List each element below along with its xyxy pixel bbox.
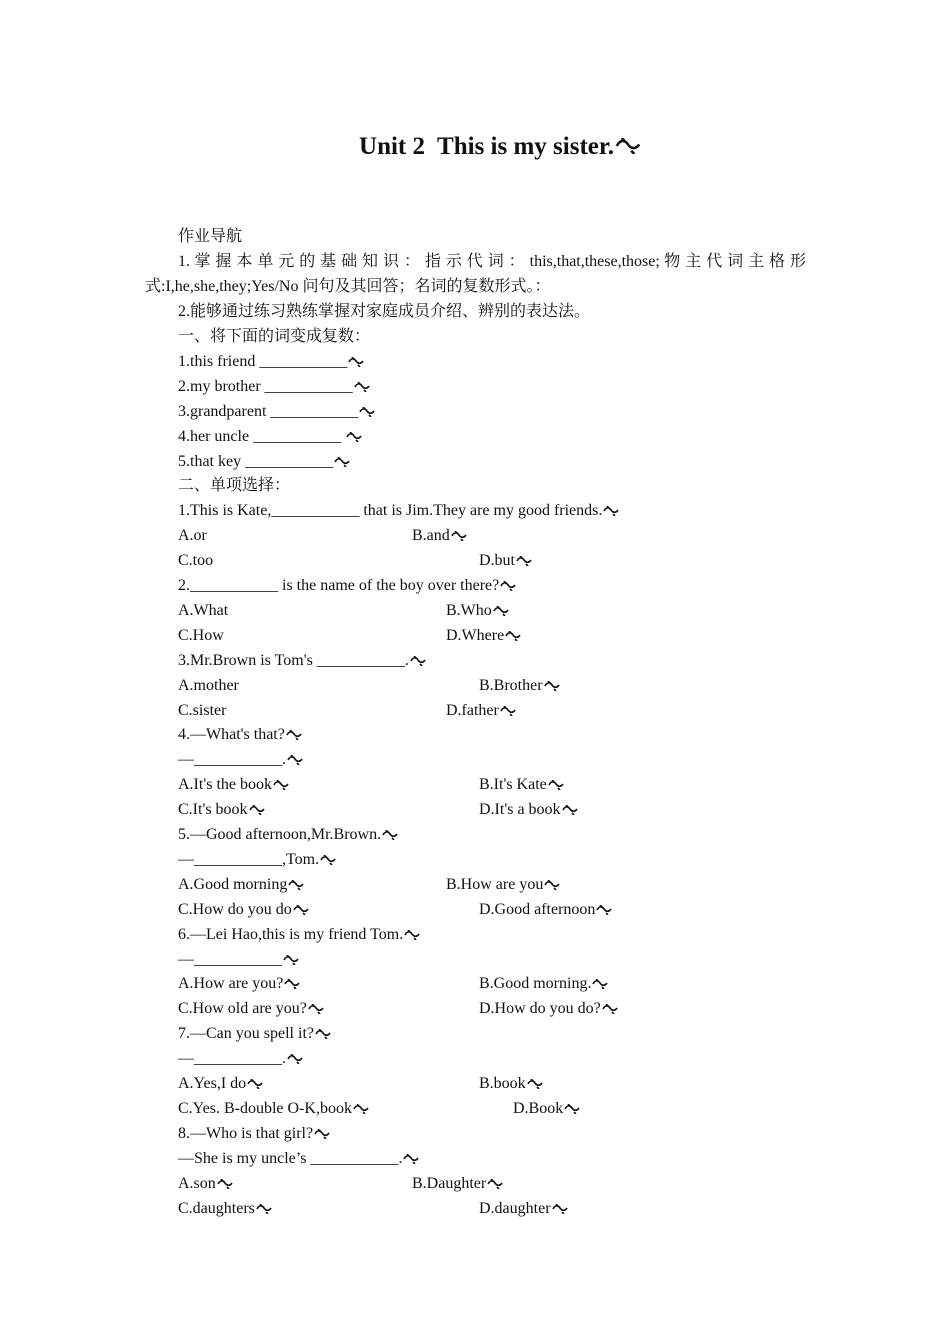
question-1-option-b	[412, 526, 467, 546]
question-4-option-a-text: A.It's the book	[178, 776, 272, 793]
question-7-option-c-text: C.Yes. B-double O-K,book	[178, 1100, 352, 1117]
question-7-option-c	[178, 1099, 369, 1119]
question-7-option-a	[178, 1074, 263, 1094]
paragraph-mark-icon	[284, 979, 300, 989]
question-7-option-d-text: D.Book	[513, 1100, 564, 1117]
paragraph-mark-icon	[286, 730, 302, 740]
question-5-stem-text: —___________,Tom.	[178, 851, 320, 868]
paragraph-mark-icon	[487, 1179, 503, 1189]
question-2-option-b	[446, 601, 509, 621]
question-1-option-d	[479, 551, 532, 571]
question-8-option-d-text: D.daughter	[479, 1200, 551, 1217]
paragraph-mark-icon	[293, 905, 309, 915]
paragraph-mark-icon	[283, 955, 299, 965]
question-2-option-d-text: D.Where	[446, 627, 505, 644]
question-5-stem	[178, 850, 336, 870]
paragraph-mark-icon	[500, 706, 516, 716]
question-5-option-a	[178, 875, 304, 895]
paragraph-mark-icon	[382, 830, 398, 840]
guide-heading-text: 作业导航	[178, 228, 243, 245]
question-4-option-a	[178, 775, 289, 795]
question-6-option-c-text: C.How old are you?	[178, 1000, 307, 1017]
question-6-option-d-text: D.How do you do?	[479, 1000, 601, 1017]
paragraph-mark-icon	[596, 905, 612, 915]
section2-heading	[178, 476, 290, 496]
question-1-option-c-text: C.too	[178, 552, 214, 569]
question-4-option-b	[479, 775, 564, 795]
question-1-stem	[178, 501, 619, 521]
plural-item-2	[178, 377, 370, 397]
question-1-option-b-text: B.and	[412, 527, 450, 544]
paragraph-mark-icon	[403, 1154, 419, 1164]
guide-item-1-line-2	[145, 277, 550, 297]
paragraph-mark-icon	[314, 1129, 330, 1139]
question-5-stem	[178, 825, 398, 845]
guide-heading	[178, 227, 242, 247]
question-4-stem-text: 4.—What's that?	[178, 726, 285, 743]
page-title	[0, 133, 950, 161]
question-8-option-c-text: C.daughters	[178, 1200, 255, 1217]
paragraph-mark-icon	[602, 1004, 618, 1014]
paragraph-mark-icon	[552, 1204, 568, 1214]
question-3-option-d-text: D.father	[446, 702, 499, 719]
question-5-option-b-text: B.How are you	[446, 876, 544, 893]
question-1-option-d-text: D.but	[479, 552, 515, 569]
paragraph-mark-icon	[320, 855, 336, 865]
question-8-stem	[178, 1124, 330, 1144]
paragraph-mark-icon	[404, 930, 420, 940]
paragraph-mark-icon	[516, 556, 532, 566]
question-1-option-a-text: A.or	[178, 527, 207, 544]
paragraph-mark-icon	[615, 138, 641, 154]
paragraph-mark-icon	[308, 1004, 324, 1014]
question-6-option-a-text: A.How are you?	[178, 975, 284, 992]
question-2-option-a	[178, 601, 228, 621]
paragraph-mark-icon	[451, 531, 467, 541]
paragraph-mark-icon	[359, 407, 375, 417]
question-3-stem	[178, 651, 426, 671]
paragraph-mark-icon	[410, 656, 426, 666]
paragraph-mark-icon	[527, 1079, 543, 1089]
question-7-stem-text: 7.—Can you spell it?	[178, 1025, 314, 1042]
paragraph-mark-icon	[249, 805, 265, 815]
guide-item-2-text: 2.能够通过练习熟练掌握对家庭成员介绍、辨别的表达法。	[178, 303, 591, 320]
question-8-stem	[178, 1149, 419, 1169]
question-8-option-a-text: A.son	[178, 1175, 216, 1192]
paragraph-mark-icon	[217, 1179, 233, 1189]
paragraph-mark-icon	[334, 457, 350, 467]
question-7-option-b	[479, 1074, 543, 1094]
question-5-option-c	[178, 900, 309, 920]
paragraph-mark-icon	[346, 432, 362, 442]
question-8-option-a	[178, 1174, 233, 1194]
question-6-option-b-text: B.Good morning.	[479, 975, 592, 992]
question-4-stem-text: —___________.	[178, 751, 286, 768]
question-5-option-b	[446, 875, 560, 895]
question-7-stem	[178, 1049, 303, 1069]
guide-item-1-text-a: 1. 掌 握 本 单 元 的 基 础 知 识 ： 指 示 代 词 ： this,that,these,those; 物 主 代 词 主 格 形	[178, 253, 806, 270]
question-2-option-c	[178, 626, 224, 646]
paragraph-mark-icon	[287, 755, 303, 765]
question-2-option-b-text: B.Who	[446, 602, 492, 619]
paragraph-mark-icon	[256, 1204, 272, 1214]
question-4-option-d	[479, 800, 578, 820]
question-2-option-a-text: A.What	[178, 602, 229, 619]
question-6-stem	[178, 950, 299, 970]
question-8-option-b	[412, 1174, 503, 1194]
section1-heading	[178, 327, 370, 347]
paragraph-mark-icon	[544, 880, 560, 890]
plural-item-5-text: 5.that key ___________	[178, 453, 334, 470]
question-7-stem	[178, 1024, 331, 1044]
paragraph-mark-icon	[353, 1104, 369, 1114]
question-8-option-d	[479, 1199, 568, 1219]
question-3-option-a-text: A.mother	[178, 677, 239, 694]
question-6-stem-text: 6.—Lei Hao,this is my friend Tom.	[178, 926, 404, 943]
plural-item-2-text: 2.my brother ___________	[178, 378, 353, 395]
paragraph-mark-icon	[548, 780, 564, 790]
question-6-option-b	[479, 974, 608, 994]
paragraph-mark-icon	[287, 1054, 303, 1064]
paragraph-mark-icon	[564, 1104, 580, 1114]
plural-item-1	[178, 352, 364, 372]
question-5-option-d	[479, 900, 612, 920]
question-4-stem	[178, 750, 303, 770]
paragraph-mark-icon	[603, 506, 619, 516]
paragraph-mark-icon	[562, 805, 578, 815]
question-4-option-d-text: D.It's a book	[479, 801, 561, 818]
question-3-stem-text: 3.Mr.Brown is Tom's ___________.	[178, 652, 409, 669]
plural-item-3-text: 3.grandparent ___________	[178, 403, 359, 420]
plural-item-4	[178, 427, 362, 447]
question-1-option-c	[178, 551, 213, 571]
paragraph-mark-icon	[544, 681, 560, 691]
question-5-option-c-text: C.How do you do	[178, 901, 292, 918]
plural-item-3	[178, 402, 375, 422]
question-2-option-c-text: C.How	[178, 627, 224, 644]
guide-item-1-text-b: 式:I,he,she,they;Yes/No 问句及其回答；名词的复数形式。：	[145, 278, 551, 295]
guide-item-1-line-1	[178, 252, 806, 272]
question-5-option-d-text: D.Good afternoon	[479, 901, 596, 918]
question-1-stem-text: 1.This is Kate,___________ that is Jim.They are my good friends.	[178, 502, 603, 519]
section2-heading-text: 二、单项选择：	[178, 477, 291, 494]
paragraph-mark-icon	[493, 606, 509, 616]
question-4-option-b-text: B.It's Kate	[479, 776, 547, 793]
question-8-stem-text: 8.—Who is that girl?	[178, 1125, 314, 1142]
paragraph-mark-icon	[273, 780, 289, 790]
section1-heading-text: 一、将下面的词变成复数：	[178, 328, 371, 345]
question-8-option-b-text: B.Daughter	[412, 1175, 487, 1192]
question-4-option-c-text: C.It's book	[178, 801, 248, 818]
question-6-option-a	[178, 974, 300, 994]
plural-item-4-text: 4.her uncle ___________	[178, 428, 346, 445]
question-7-option-d	[513, 1099, 580, 1119]
paragraph-mark-icon	[288, 880, 304, 890]
question-5-stem-text: 5.—Good afternoon,Mr.Brown.	[178, 826, 382, 843]
paragraph-mark-icon	[247, 1079, 263, 1089]
question-4-option-c	[178, 800, 265, 820]
paragraph-mark-icon	[592, 979, 608, 989]
question-2-stem-text: 2.___________ is the name of the boy over there?	[178, 577, 500, 594]
question-3-option-c-text: C.sister	[178, 702, 227, 719]
paragraph-mark-icon	[315, 1029, 331, 1039]
question-6-option-c	[178, 999, 324, 1019]
title-text: Unit 2 This is my sister.	[359, 133, 614, 160]
paragraph-mark-icon	[348, 357, 364, 367]
paragraph-mark-icon	[354, 382, 370, 392]
paragraph-mark-icon	[505, 631, 521, 641]
question-1-option-a	[178, 526, 207, 546]
question-4-stem	[178, 725, 302, 745]
question-3-option-c	[178, 701, 226, 721]
question-3-option-d	[446, 701, 516, 721]
question-3-option-b	[479, 676, 560, 696]
question-6-option-d	[479, 999, 618, 1019]
question-8-stem-text: —She is my uncle’s ___________.	[178, 1150, 403, 1167]
question-2-stem	[178, 576, 516, 596]
question-6-stem-text: —___________	[178, 951, 282, 968]
question-5-option-a-text: A.Good morning	[178, 876, 288, 893]
question-3-option-b-text: B.Brother	[479, 677, 543, 694]
question-6-stem	[178, 925, 420, 945]
question-8-option-c	[178, 1199, 272, 1219]
question-7-option-a-text: A.Yes,I do	[178, 1075, 247, 1092]
question-7-option-b-text: B.book	[479, 1075, 526, 1092]
plural-item-1-text: 1.this friend ___________	[178, 353, 348, 370]
question-2-option-d	[446, 626, 521, 646]
paragraph-mark-icon	[500, 581, 516, 591]
plural-item-5	[178, 452, 350, 472]
guide-item-2	[178, 302, 590, 322]
question-7-stem-text: —___________.	[178, 1050, 286, 1067]
question-3-option-a	[178, 676, 239, 696]
